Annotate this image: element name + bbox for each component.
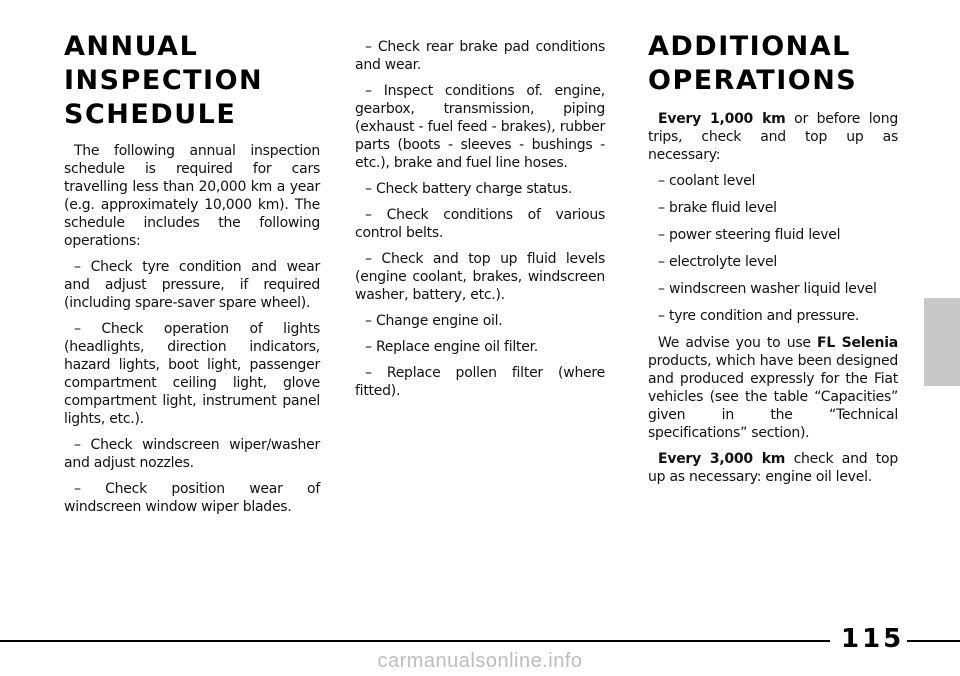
page-number: 115 — [838, 624, 907, 654]
paragraph-text: or before long trips, check and top up as necessary: — [648, 111, 898, 163]
paragraph-fluid-levels: – Check and top up fluid levels (engine coolant, brakes, windscreen washer, battery, etc.). — [355, 251, 605, 303]
paragraph-text: check and top up as necessary: engine oil level. — [648, 451, 898, 485]
paragraph-control-belts: – Check conditions of various control belts. — [355, 207, 605, 241]
paragraph-check-tyres: – Check tyre condition and wear and adjust pressure, if required (including spare-saver spare wheel). — [64, 259, 320, 311]
bold-brand: FL Selenia — [817, 335, 898, 351]
column-left — [64, 30, 320, 524]
column-middle — [355, 38, 605, 408]
paragraph-text: products, which have been designed and produced expressly for the Fiat vehicles (see the table “Capacities” given in the “Technical specifications” section). — [648, 353, 898, 441]
list-item: – power steering fluid level — [658, 227, 841, 243]
footer-rule-right — [898, 640, 960, 642]
heading-line: ANNUAL — [64, 31, 199, 62]
paragraph-change-oil: – Change engine oil. — [365, 313, 503, 329]
paragraph-every-1000km — [648, 110, 898, 164]
list-item: – electrolyte level — [658, 254, 778, 270]
paragraph-rear-brake-pads: – Check rear brake pad conditions and wear. — [355, 39, 605, 73]
paragraph-replace-oil-filter: – Replace engine oil filter. — [365, 339, 539, 355]
bold-interval: Every 1,000 km — [658, 111, 786, 127]
bold-interval: Every 3,000 km — [658, 451, 786, 467]
paragraph-every-3000km — [648, 450, 898, 486]
section-tab-marker — [924, 298, 960, 386]
paragraph-inspect-conditions: – Inspect conditions of. engine, gearbox, transmission, piping (exhaust - fuel feed - brakes), rubber parts (boots - sleeves - bushings - etc.), brake and fuel line hoses. — [355, 83, 605, 171]
heading-line: SCHEDULE — [64, 99, 237, 130]
paragraph-battery-charge: – Check battery charge status. — [365, 181, 573, 197]
list-item: – windscreen washer liquid level — [658, 281, 877, 297]
paragraph-text: We advise you to use — [658, 335, 817, 351]
paragraph-replace-pollen-filter: – Replace pollen filter (where fitted). — [355, 365, 605, 399]
paragraph-intro: The following annual inspection schedule is required for cars travelling less than 20,000 km a year (e.g. approximately 10,000 km). The schedule includes the following operations: — [64, 143, 320, 249]
watermark-text: carmanualsonline.info — [377, 650, 583, 672]
column-right — [648, 30, 898, 494]
list-item: – brake fluid level — [658, 200, 777, 216]
paragraph-check-wiper-blades: – Check position wear of windscreen window wiper blades. — [64, 481, 320, 515]
paragraph-check-wiper-washer: – Check windscreen wiper/washer and adjust nozzles. — [64, 437, 320, 471]
list-item: – tyre condition and pressure. — [658, 308, 860, 324]
paragraph-check-lights: – Check operation of lights (headlights, direction indicators, hazard lights, boot light, passenger compartment ceiling light, glove compartment light, instrument panel lights, etc.). — [64, 321, 320, 427]
list-item: – coolant level — [658, 173, 756, 189]
section-heading-annual-inspection — [64, 30, 320, 132]
heading-line: ADDITIONAL — [648, 31, 851, 62]
section-heading-additional-operations — [648, 30, 898, 98]
paragraph-fl-selenia — [648, 334, 898, 442]
heading-line: INSPECTION — [64, 65, 264, 96]
heading-line: OPERATIONS — [648, 65, 858, 96]
footer-rule — [0, 640, 830, 642]
